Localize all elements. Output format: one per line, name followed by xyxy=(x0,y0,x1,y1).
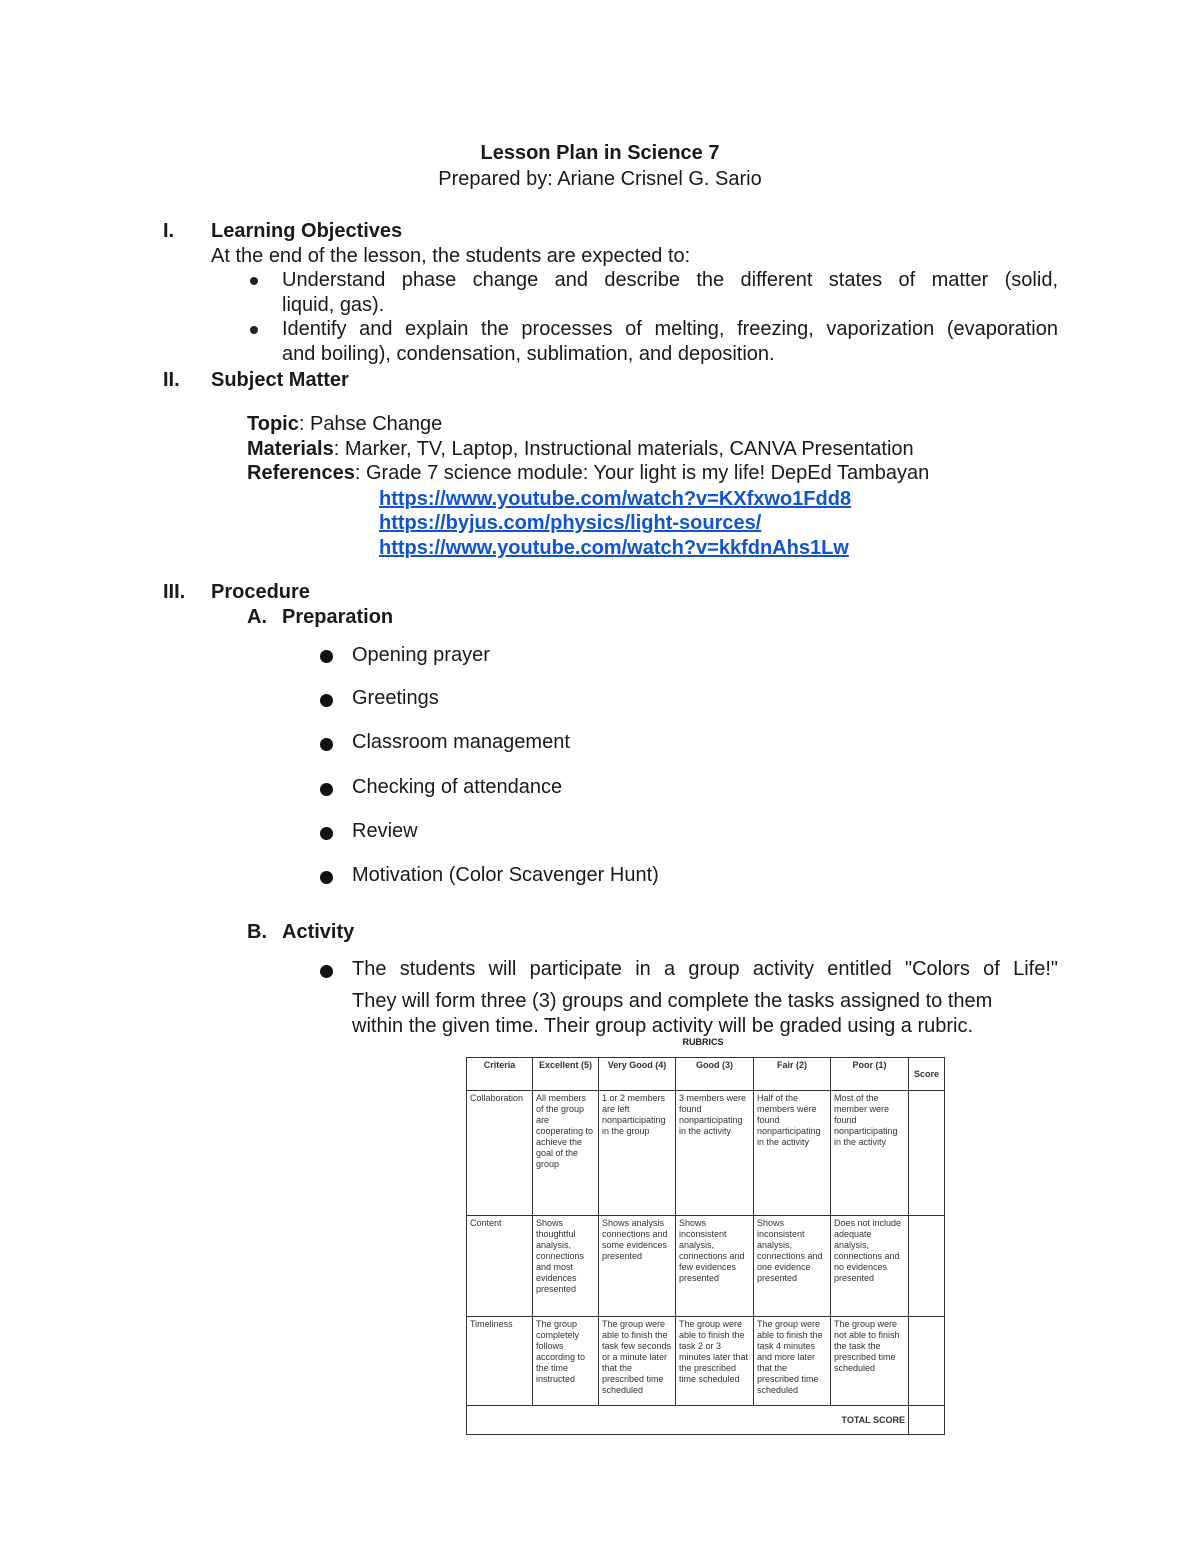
objective-1-line2: liquid, gas). xyxy=(282,294,385,316)
table-row xyxy=(467,1216,945,1317)
rubric-header-cell: Criteria xyxy=(467,1058,533,1091)
rubric-cell: Does not include adequate analysis, connections and no evidences presented xyxy=(831,1216,909,1317)
preparation-item: Checking of attendance xyxy=(352,776,563,798)
rubric-score-cell xyxy=(909,1091,945,1216)
references-value: : Grade 7 science module: Your light is my life! DepEd Tambayan xyxy=(354,462,930,484)
materials-line xyxy=(247,437,914,462)
prepared-by: Prepared by: Ariane Crisnel G. Sario xyxy=(438,168,762,190)
activity-letter: B. xyxy=(247,921,267,943)
rubric-cell: Half of the members were found nonparticipating in the activity xyxy=(754,1091,831,1216)
activity-line2: They will form three (3) groups and complete the tasks assigned to them xyxy=(352,990,993,1012)
section-heading-objectives: Learning Objectives xyxy=(211,220,403,242)
rubric-total-label: TOTAL SCORE xyxy=(467,1406,909,1435)
objectives-intro: At the end of the lesson, the students are expected to: xyxy=(211,245,691,267)
materials-label: Materials xyxy=(247,438,334,460)
preparation-item: Classroom management xyxy=(352,731,570,753)
rubric-header-cell: Fair (2) xyxy=(754,1058,831,1091)
bullet-icon xyxy=(320,783,333,796)
bullet-icon xyxy=(320,738,333,751)
preparation-item: Opening prayer xyxy=(352,644,490,666)
reference-link-2[interactable]: https://byjus.com/physics/light-sources/ xyxy=(379,512,762,534)
objective-1-line1: Understand phase change and describe the different states of matter (solid, xyxy=(282,269,1058,291)
rubric-cell: Shows analysis connections and some evidences presented xyxy=(599,1216,676,1317)
topic-line xyxy=(247,412,442,437)
rubric-header-cell: Very Good (4) xyxy=(599,1058,676,1091)
rubric-cell: Most of the member were found nonparticipating in the activity xyxy=(831,1091,909,1216)
rubric-cell: All members of the group are cooperating to achieve the goal of the group xyxy=(533,1091,599,1216)
rubric-header-cell: Score xyxy=(909,1058,945,1091)
materials-value: : Marker, TV, Laptop, Instructional materials, CANVA Presentation xyxy=(333,438,914,460)
rubric-header-cell: Excellent (5) xyxy=(533,1058,599,1091)
references-line xyxy=(247,461,929,486)
bullet-icon xyxy=(250,326,258,334)
topic-label: Topic xyxy=(247,413,299,435)
table-row xyxy=(467,1317,945,1406)
preparation-heading: Preparation xyxy=(282,606,394,628)
rubric-total-score-cell xyxy=(909,1406,945,1435)
rubric-cell: Shows inconsistent analysis, connections and few evidences presented xyxy=(676,1216,754,1317)
rubric-cell: The group were able to finish the task few seconds or a minute later that the prescribed time scheduled xyxy=(599,1317,676,1406)
objective-2-line2: and boiling), condensation, sublimation, and deposition. xyxy=(282,343,775,365)
references-label: References xyxy=(247,462,355,484)
table-row xyxy=(467,1091,945,1216)
rubric-caption: RUBRICS xyxy=(682,1037,724,1047)
rubric-cell: The group were able to finish the task 2 or 3 minutes later that the prescribed time scheduled xyxy=(676,1317,754,1406)
rubric-cell: Shows inconsistent analysis, connections and one evidence presented xyxy=(754,1216,831,1317)
document-title: Lesson Plan in Science 7 xyxy=(480,142,720,164)
bullet-icon xyxy=(320,694,333,707)
rubric-cell: The group were not able to finish the task the prescribed time scheduled xyxy=(831,1317,909,1406)
reference-link-1[interactable]: https://www.youtube.com/watch?v=KXfxwo1Fdd8 xyxy=(379,488,852,510)
section-numeral-procedure: III. xyxy=(163,581,186,603)
rubric-cell: 1 or 2 members are left nonparticipating in the group xyxy=(599,1091,676,1216)
bullet-icon xyxy=(320,827,333,840)
section-heading-subject: Subject Matter xyxy=(211,369,349,391)
preparation-item: Motivation (Color Scavenger Hunt) xyxy=(352,864,659,886)
bullet-icon xyxy=(320,871,333,884)
rubric-score-cell xyxy=(909,1317,945,1406)
rubric-header-cell: Poor (1) xyxy=(831,1058,909,1091)
activity-line3: within the given time. Their group activity will be graded using a rubric. xyxy=(352,1015,974,1037)
rubric-cell: The group were able to finish the task 4 minutes and more later that the prescribed time scheduled xyxy=(754,1317,831,1406)
rubric-cell: The group completely follows according to the time instructed xyxy=(533,1317,599,1406)
section-heading-procedure: Procedure xyxy=(211,581,310,603)
bullet-icon xyxy=(320,650,333,663)
preparation-item: Greetings xyxy=(352,687,439,709)
rubric-header-cell: Good (3) xyxy=(676,1058,754,1091)
preparation-letter: A. xyxy=(247,606,267,628)
rubric-cell: Timeliness xyxy=(467,1317,533,1406)
section-numeral-objectives: I. xyxy=(163,220,175,242)
activity-line1: The students will participate in a group activity entitled "Colors of Life!" xyxy=(352,958,1058,980)
rubric-table xyxy=(466,1057,945,1435)
rubric-cell: Content xyxy=(467,1216,533,1317)
section-numeral-subject: II. xyxy=(163,369,180,391)
reference-link-3[interactable]: https://www.youtube.com/watch?v=kkfdnAhs1Lw xyxy=(379,537,849,559)
rubric-total-row xyxy=(467,1406,945,1435)
rubric-score-cell xyxy=(909,1216,945,1317)
bullet-icon xyxy=(320,965,333,978)
rubric-header-row xyxy=(467,1058,945,1091)
rubric-cell: 3 members were found nonparticipating in the activity xyxy=(676,1091,754,1216)
rubric-cell: Shows thoughtful analysis, connections and most evidences presented xyxy=(533,1216,599,1317)
objective-2-line1: Identify and explain the processes of melting, freezing, vaporization (evaporation xyxy=(282,318,1058,340)
topic-value: : Pahse Change xyxy=(298,413,443,435)
preparation-item: Review xyxy=(352,820,418,842)
activity-heading: Activity xyxy=(282,921,355,943)
bullet-icon xyxy=(250,277,258,285)
rubric-cell: Collaboration xyxy=(467,1091,533,1216)
